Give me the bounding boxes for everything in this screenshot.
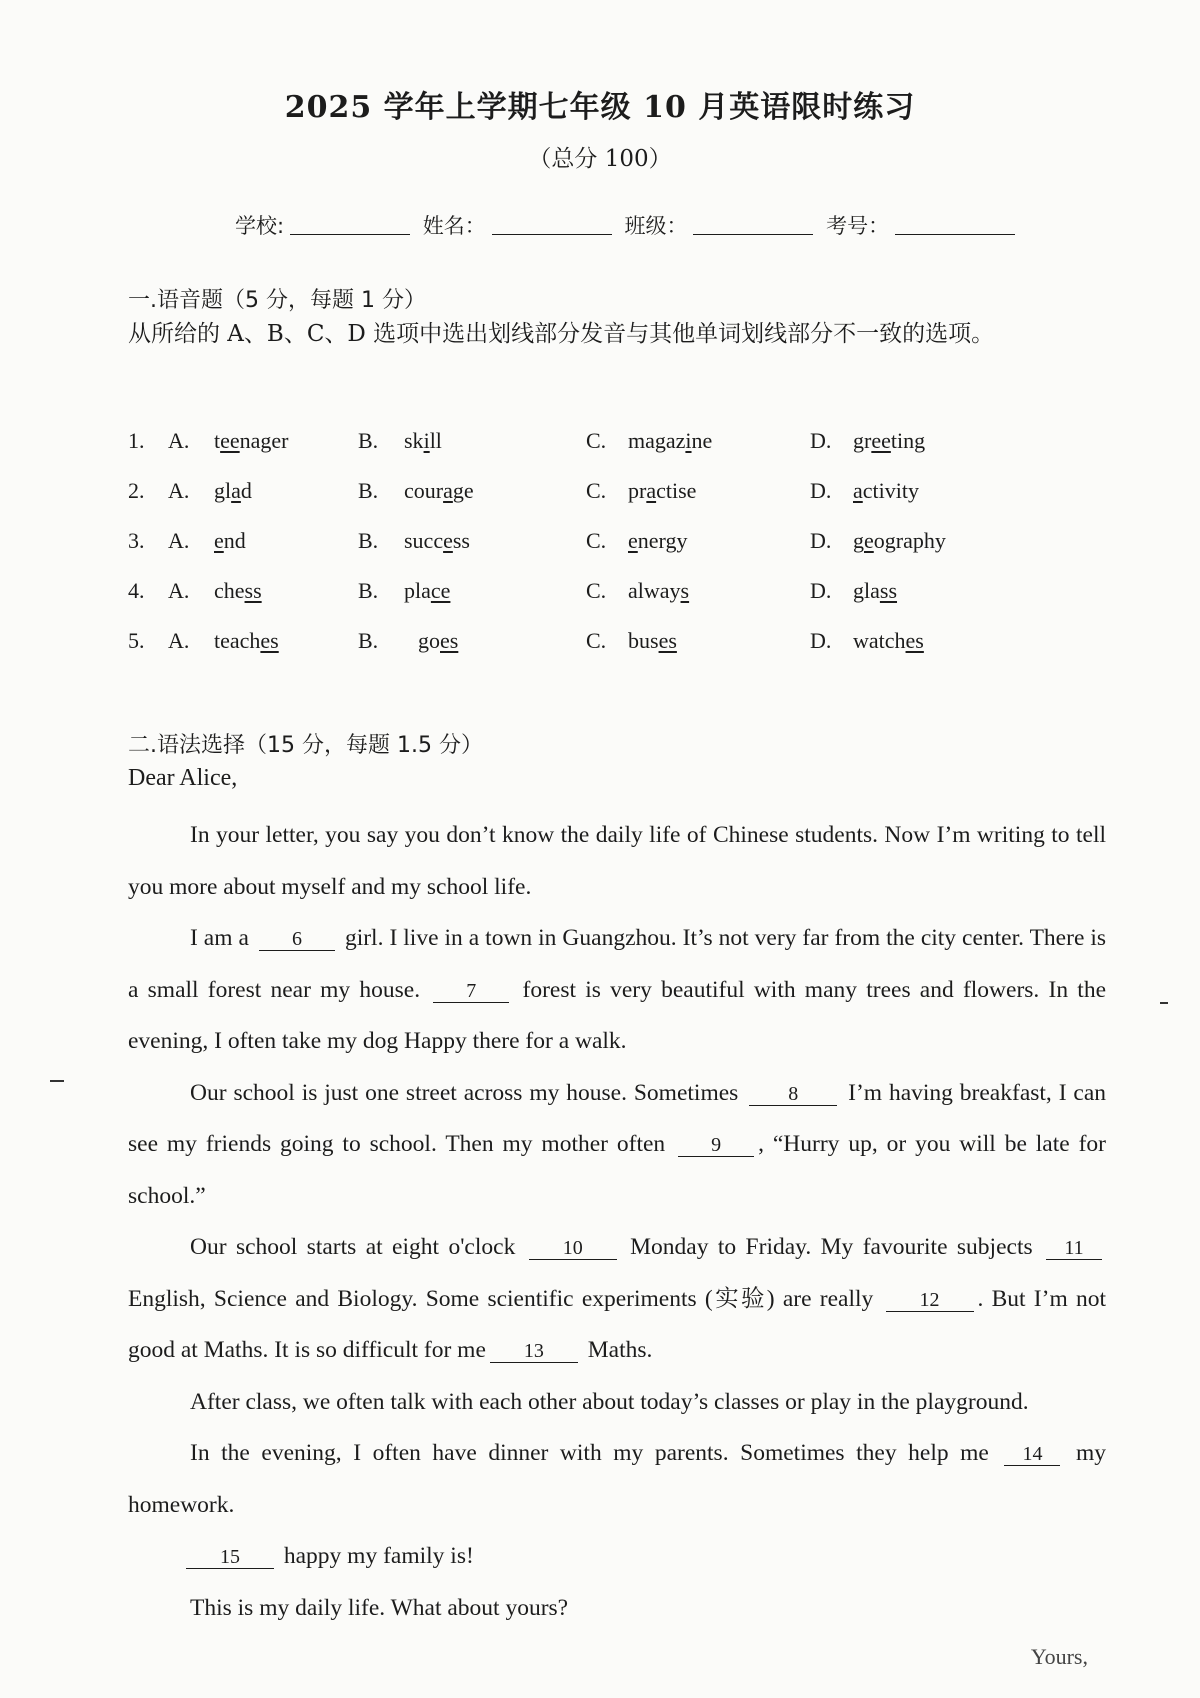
school-label: 学校: [235, 214, 285, 238]
question-number: 1. [128, 428, 145, 453]
paragraph [128, 1428, 1106, 1531]
question-number: 3. [128, 528, 145, 553]
word-part: gr [853, 428, 872, 453]
underlined-part: a [853, 478, 863, 503]
underlined-part: ee [220, 428, 240, 453]
text-span: Our school is just one street across my house. Sometimes [190, 1079, 739, 1106]
blank-14[interactable]: 14 [1004, 1443, 1060, 1466]
underlined-part: i [423, 428, 430, 453]
word-part: nd [223, 528, 246, 553]
question-row [128, 478, 1128, 514]
question-row [128, 628, 1128, 664]
underlined-part: a [443, 478, 453, 503]
word-part: ctivity [862, 478, 919, 503]
question-row [128, 528, 1128, 564]
word-part: ography [873, 528, 946, 553]
text-span: I am a [190, 925, 249, 951]
underlined-part: ss [879, 578, 898, 603]
word-part: che [214, 578, 245, 603]
blank-13[interactable]: 13 [490, 1340, 578, 1363]
section1-instruction: 从所给的 A、B、C、D 选项中选出划线部分发音与其他单词划线部分不一致的选项。 [128, 321, 995, 347]
word-part: bus [628, 628, 659, 653]
underlined-part: e [443, 528, 453, 553]
school-blank[interactable] [290, 214, 410, 235]
option-word[interactable] [628, 478, 696, 504]
total-score: （总分 100） [528, 146, 672, 172]
scan-mark [1160, 1002, 1168, 1004]
underlined-part: es [260, 628, 279, 653]
word-part: magaz [628, 428, 686, 453]
text-span: English, Science and Biology. Some scientific experiments (实验) are really [128, 1285, 874, 1312]
blank-15[interactable]: 15 [186, 1546, 274, 1569]
word-part: sk [404, 428, 424, 453]
word-part: gl [214, 478, 232, 503]
paragraph [128, 1531, 1106, 1583]
option-letter: D. [810, 578, 832, 603]
option-word[interactable] [418, 628, 458, 654]
class-label: 班级： [624, 214, 688, 238]
text-span: Our school starts at eight o'clock [190, 1234, 516, 1260]
option-letter: D. [810, 428, 832, 453]
student-info-row [235, 210, 1021, 240]
option-letter: A. [168, 478, 190, 503]
option-letter: A. [168, 528, 190, 553]
underlined-part: e [214, 528, 224, 553]
text-span: girl. I live in a town in Guangzhou. It’s not very far from the city center. There is a small forest near my house. [128, 925, 1107, 1003]
section2-heading: 二.语法选择（15 分，每题 1.5 分） [128, 733, 483, 758]
option-letter: D. [810, 528, 832, 553]
blank-9[interactable]: 9 [678, 1134, 754, 1157]
option-letter: A. [168, 628, 190, 653]
option-word[interactable] [853, 428, 925, 454]
word-part: alway [628, 578, 681, 603]
scan-mark [50, 1080, 64, 1082]
option-word[interactable] [214, 528, 246, 554]
blank-11[interactable]: 11 [1046, 1237, 1102, 1260]
underlined-part: i [685, 428, 692, 453]
text-span: my homework. [128, 1440, 1107, 1518]
option-word[interactable] [214, 578, 262, 604]
option-word[interactable] [628, 578, 689, 604]
blank-8[interactable]: 8 [749, 1083, 837, 1106]
option-letter: C. [586, 528, 607, 553]
word-part: cour [404, 478, 444, 503]
option-word[interactable] [404, 428, 442, 454]
word-part: t [214, 428, 221, 453]
word-part: watch [853, 628, 906, 653]
blank-6[interactable]: 6 [259, 928, 335, 951]
word-part: nager [239, 428, 289, 453]
option-word[interactable] [853, 528, 946, 554]
word-part: go [418, 628, 440, 653]
option-letter: B. [358, 628, 379, 653]
option-word[interactable] [214, 478, 252, 504]
option-letter: B. [358, 428, 379, 453]
word-part: d [240, 478, 252, 503]
option-letter: C. [586, 578, 607, 603]
option-word[interactable] [214, 628, 279, 654]
word-part: ctise [656, 478, 697, 503]
option-word[interactable] [628, 428, 712, 454]
text-span: . But I’m not good at Maths. It is so difficult for me [128, 1285, 1107, 1363]
word-part: pr [628, 478, 647, 503]
word-part: ll [429, 428, 442, 453]
underlined-part: ss [244, 578, 262, 603]
letter-body [128, 810, 1106, 1634]
text-span: In the evening, I often have dinner with my parents. Sometimes they help me [190, 1440, 989, 1466]
word-part: nergy [637, 528, 688, 553]
underlined-part: es [440, 628, 459, 653]
option-word[interactable] [404, 578, 450, 604]
option-letter: B. [358, 528, 379, 553]
paragraph [128, 1068, 1106, 1223]
question-number: 2. [128, 478, 145, 503]
exam-number-label: 考号： [826, 214, 890, 238]
option-word[interactable] [214, 428, 289, 454]
underlined-part: e [628, 528, 638, 553]
word-part: pla [404, 578, 431, 603]
name-label: 姓名： [422, 214, 486, 238]
class-blank[interactable] [693, 214, 813, 235]
question-number: 4. [128, 578, 145, 603]
paragraph [128, 913, 1106, 1068]
underlined-part: es [905, 628, 924, 653]
paragraph [128, 1222, 1106, 1377]
blank-10[interactable]: 10 [529, 1237, 617, 1260]
option-letter: C. [586, 478, 607, 503]
section1-heading: 一.语音题（5 分，每题 1 分） [128, 288, 426, 313]
option-letter: A. [168, 428, 190, 453]
option-word[interactable] [404, 528, 470, 554]
option-word[interactable] [404, 478, 474, 504]
underlined-part: ee [871, 428, 891, 453]
word-part: ge [452, 478, 474, 503]
option-letter: D. [810, 628, 832, 653]
text-span: Maths. [587, 1337, 653, 1363]
letter-closing: Yours, [1030, 1644, 1088, 1669]
word-part: gla [853, 578, 880, 603]
underlined-part: s [680, 578, 690, 603]
word-part: ss [452, 528, 470, 553]
text-span: happy my family is! [283, 1543, 474, 1569]
option-letter: C. [586, 428, 607, 453]
name-blank[interactable] [492, 214, 612, 235]
blank-7[interactable]: 7 [433, 980, 509, 1003]
word-part: teach [214, 628, 261, 653]
word-part: g [853, 528, 864, 553]
underlined-part: a [231, 478, 241, 503]
option-word[interactable] [628, 528, 687, 554]
exam-title: 2025 学年上学期七年级 10 月英语限时练习 [284, 90, 916, 125]
exam-number-blank[interactable] [895, 214, 1015, 235]
underlined-part: ce [430, 578, 451, 603]
word-part: ne [691, 428, 713, 453]
text-span: forest is very beautiful with many trees and flowers. In the evening, I often take my dog Happy there for a walk. [128, 976, 1107, 1054]
underlined-part: e [864, 528, 874, 553]
question-row [128, 428, 1128, 464]
text-span: I’m having breakfast, I can see my friends going to school. Then my mother often [128, 1079, 1107, 1157]
option-word[interactable] [628, 628, 677, 654]
underlined-part: es [658, 628, 677, 653]
option-letter: D. [810, 478, 832, 503]
word-part: ting [890, 428, 926, 453]
question-number: 5. [128, 628, 145, 653]
word-part: succ [404, 528, 444, 553]
paragraph: This is my daily life. What about yours? [190, 1594, 569, 1621]
letter-salutation: Dear Alice, [128, 765, 238, 791]
option-letter: A. [168, 578, 190, 603]
option-word[interactable] [853, 578, 897, 604]
option-letter: B. [358, 578, 379, 603]
option-letter: C. [586, 628, 607, 653]
option-word[interactable] [853, 478, 919, 504]
option-letter: B. [358, 478, 379, 503]
text-span: Monday to Friday. My favourite subjects [630, 1234, 1033, 1260]
paragraph: In your letter, you say you don’t know the daily life of Chinese students. Now I’m writing to tell you more about myself and my school life. [128, 822, 1106, 900]
option-word[interactable] [853, 628, 924, 654]
paragraph: After class, we often talk with each other about today’s classes or play in the playground. [190, 1388, 1029, 1415]
blank-12[interactable]: 12 [886, 1289, 974, 1312]
underlined-part: a [646, 478, 657, 503]
question-row [128, 578, 1128, 614]
text-span: , “Hurry up, or you will be late for school.” [128, 1131, 1106, 1209]
